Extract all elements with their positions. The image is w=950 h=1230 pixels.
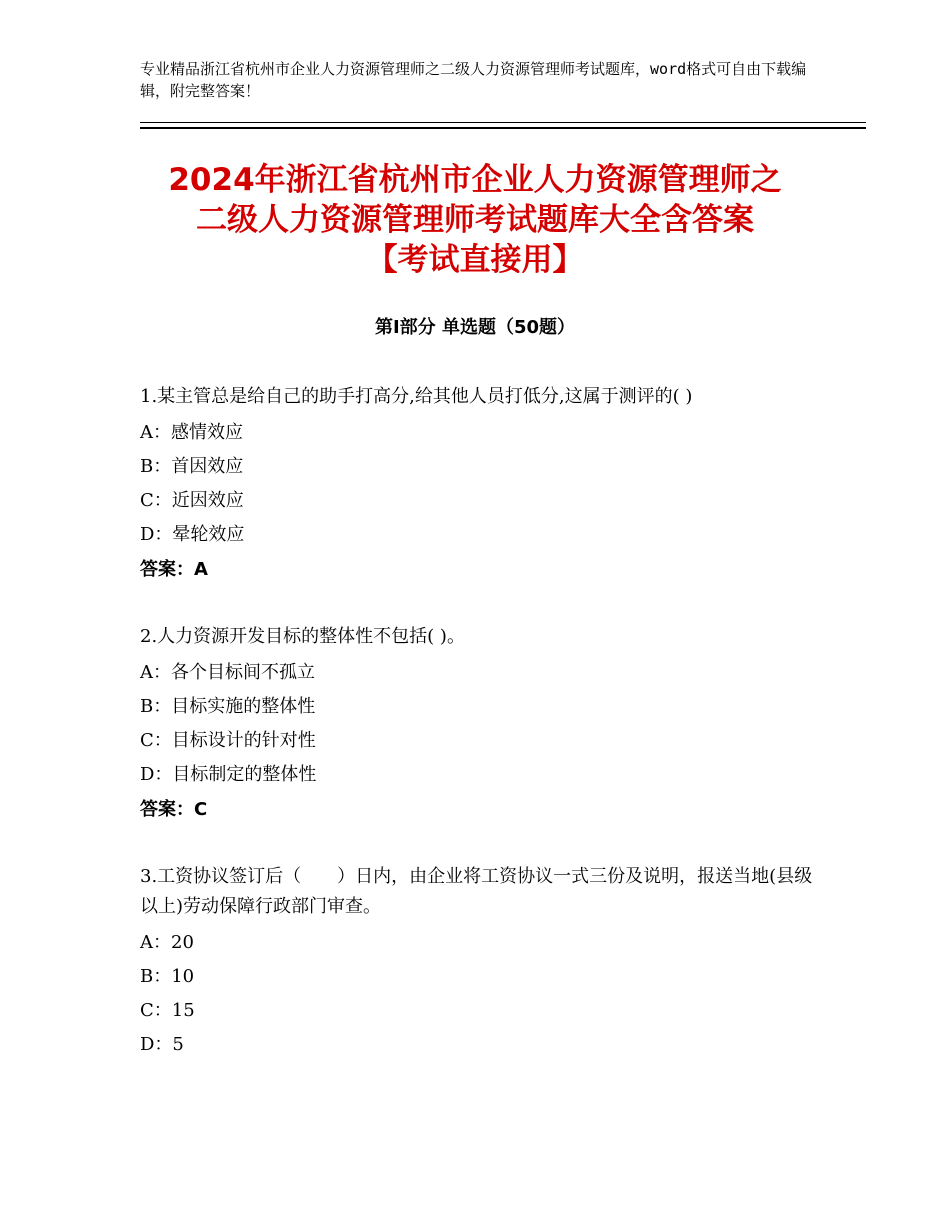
option-d: D：晕轮效应	[140, 524, 245, 545]
option-d: D：5	[140, 1034, 184, 1055]
option-c: C：15	[140, 1000, 195, 1021]
option-a: A：20	[140, 932, 194, 953]
section-heading: 第Ⅰ部分 单选题（50题）	[374, 317, 575, 338]
header-rule-thick	[140, 127, 866, 129]
question-stem: 1.某主管总是给自己的助手打高分,给其他人员打低分,这属于测评的( )	[140, 386, 693, 407]
option-c: C：近因效应	[140, 490, 244, 511]
header-rule-thin	[140, 122, 866, 123]
answer-line: 答案：C	[140, 799, 208, 820]
document-title	[90, 160, 860, 280]
title-line-1: 2024年浙江省杭州市企业人力资源管理师之	[168, 162, 782, 198]
option-a: A：感情效应	[140, 422, 243, 443]
question-1	[140, 382, 820, 588]
option-d: D：目标制定的整体性	[140, 764, 317, 785]
question-3	[140, 862, 820, 1062]
answer-line: 答案：A	[140, 559, 208, 580]
question-2	[140, 622, 820, 828]
option-b: B：目标实施的整体性	[140, 696, 316, 717]
option-b: B：首因效应	[140, 456, 244, 477]
question-list	[140, 382, 820, 1096]
option-b: B：10	[140, 966, 195, 987]
header-note: 专业精品浙江省杭州市企业人力资源管理师之二级人力资源管理师考试题库，word格式可自由下载编辑，附完整答案！	[140, 60, 807, 100]
question-stem: 3.工资协议签订后（ ）日内，由企业将工资协议一式三份及说明，报送当地(县级以上)劳动保障行政部门审查。	[140, 866, 813, 917]
option-a: A：各个目标间不孤立	[140, 662, 315, 683]
title-line-2: 二级人力资源管理师考试题库大全含答案	[196, 202, 754, 238]
option-c: C：目标设计的针对性	[140, 730, 316, 751]
question-stem: 2.人力资源开发目标的整体性不包括( )。	[140, 626, 465, 647]
title-line-3: 【考试直接用】	[366, 242, 584, 278]
